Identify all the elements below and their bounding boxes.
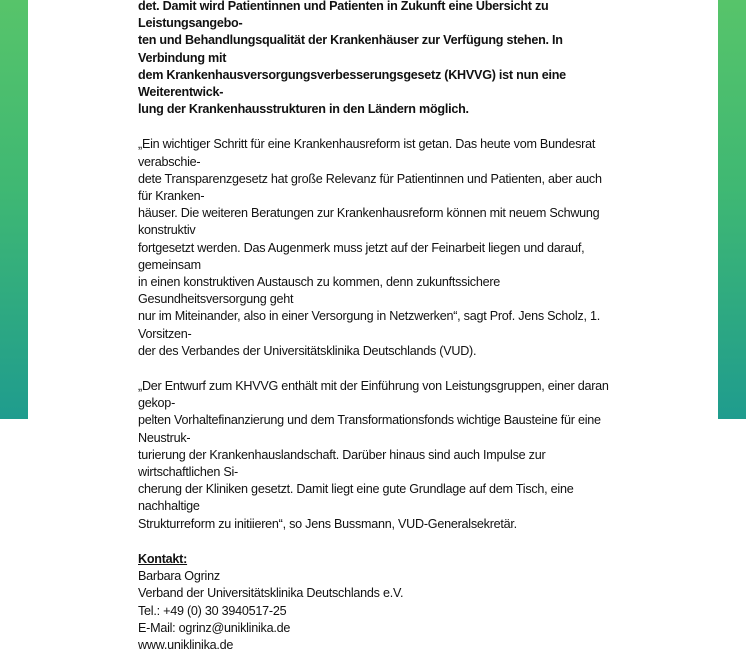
- lead-paragraph: det. Damit wird Patientinnen und Patienten in Zukunft eine Übersicht zu Leistungsangebo- ten und Behandlungsqualität der Krankenhäuser zur Verfügung stehen. In Verbindung mit dem Krankenhausversorgungsverbesserungsgesetz (KHVVG) ist nun eine Weiterentwick- lung der Krankenhausstrukturen in den Ländern möglich.: [138, 0, 566, 117]
- quote-paragraph-scholz: „Ein wichtiger Schritt für eine Krankenhausreform ist getan. Das heute vom Bundesrat verabschie- dete Transparenzgesetz hat große Relevanz für Patientinnen und Patienten, aber auch für Kranken- häuser. Die weiteren Beratungen zur Krankenhausreform können mit neuem Schwung konstruktiv fortgesetzt werden. Das Augenmerk muss jetzt auf der Feinarbeit liegen und darauf, gemeinsam in einen konstruktiven Austausch zu kommen, denn zukunftssichere Gesundheitsversorgung geht nur im Miteinander, also in einer Versorgung in Netzwerken“, sagt Prof. Jens Scholz, 1. Vorsitzen- der des Verbandes der Universitätsklinika Deutschlands (VUD).: [138, 137, 602, 358]
- press-release-body: [138, 0, 610, 654]
- contact-organization: Verband der Universitätsklinika Deutschlands e.V.: [138, 586, 404, 601]
- contact-phone: Tel.: +49 (0) 30 3940517-25: [138, 603, 287, 618]
- contact-email[interactable]: E-Mail: ogrinz@uniklinika.de: [138, 620, 291, 635]
- contact-website[interactable]: www.uniklinika.de: [138, 637, 234, 652]
- quote-paragraph-bussmann: „Der Entwurf zum KHVVG enthält mit der Einführung von Leistungsgruppen, einer daran gekop- pelten Vorhaltefinanzierung und dem Transformationsfonds wichtige Bausteine für eine Neustruk- turierung der Krankenhauslandschaft. Darüber hinaus sind auch Impulse zur wirtschaftlichen Si- cherung der Kliniken gesetzt. Damit liegt eine gute Grundlage auf dem Tisch, eine nachhaltige Strukturreform zu initiieren“, so Jens Bussmann, VUD-Generalsekretär.: [138, 379, 609, 531]
- left-green-border: [0, 0, 28, 419]
- contact-block: [138, 551, 610, 654]
- right-green-border: [718, 0, 746, 419]
- contact-heading: Kontakt:: [138, 551, 188, 566]
- contact-name: Barbara Ogrinz: [138, 569, 220, 584]
